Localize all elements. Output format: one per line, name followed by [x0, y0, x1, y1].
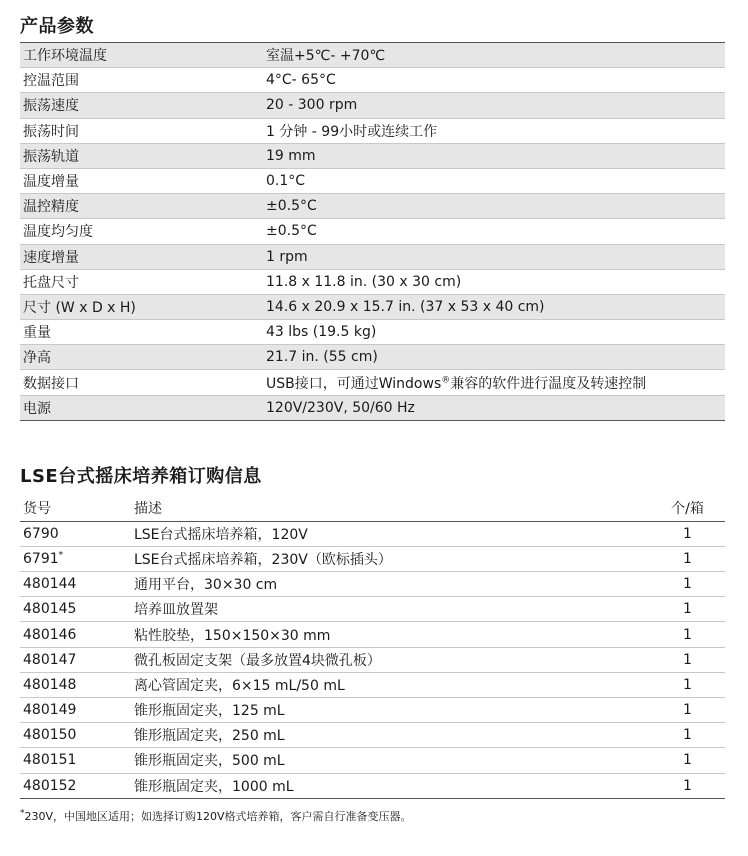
item-qty: 1 [647, 572, 725, 597]
item-no: 480149 [20, 698, 131, 723]
item-description: 通用平台，30×30 cm [131, 572, 647, 597]
spec-label: 振荡速度 [20, 93, 263, 118]
spec-row [20, 395, 725, 420]
spec-label: 数据接口 [20, 370, 263, 395]
spec-label: 重量 [20, 320, 263, 345]
spec-row [20, 320, 725, 345]
spec-value: 1 rpm [263, 244, 725, 269]
spec-label: 振荡轨道 [20, 143, 263, 168]
order-row [20, 698, 725, 723]
item-qty: 1 [647, 698, 725, 723]
spec-value: 21.7 in. (55 cm) [263, 345, 725, 370]
item-no: 480146 [20, 622, 131, 647]
footnote-text: 230V，中国地区适用；如选择订购120V格式培养箱，客户需自行准备变压器。 [24, 810, 412, 823]
item-no: 6790 [20, 521, 131, 546]
spec-value [263, 370, 725, 395]
item-description: LSE台式摇床培养箱，120V [131, 521, 647, 546]
spec-value: 4°C- 65°C [263, 68, 725, 93]
spec-value: 0.1°C [263, 168, 725, 193]
order-title: LSE台式摇床培养箱订购信息 [20, 466, 262, 487]
registered-mark: ® [441, 374, 451, 385]
item-description: 锥形瓶固定夹，1000 mL [131, 773, 647, 798]
item-description: 培养皿放置架 [131, 597, 647, 622]
item-qty: 1 [647, 521, 725, 546]
item-qty: 1 [647, 622, 725, 647]
item-no [20, 546, 131, 571]
spec-value: ±0.5°C [263, 219, 725, 244]
order-table [20, 496, 725, 799]
spec-row [20, 269, 725, 294]
spec-value: 120V/230V, 50/60 Hz [263, 395, 725, 420]
spec-value: 室温+5℃- +70℃ [263, 43, 725, 68]
spec-row [20, 43, 725, 68]
spec-row [20, 143, 725, 168]
spec-row [20, 370, 725, 395]
spec-label: 工作环境温度 [20, 43, 263, 68]
specs-title: 产品参数 [20, 16, 94, 37]
spec-label: 振荡时间 [20, 118, 263, 143]
spec-value-text: 兼容的软件进行温度及转速控制 [450, 375, 647, 392]
item-qty: 1 [647, 647, 725, 672]
spec-value: 11.8 x 11.8 in. (30 x 30 cm) [263, 269, 725, 294]
spec-row [20, 93, 725, 118]
item-no: 480151 [20, 748, 131, 773]
item-description: 粘性胶垫，150×150×30 mm [131, 622, 647, 647]
specs-table [20, 42, 725, 421]
item-no: 480144 [20, 572, 131, 597]
order-row [20, 622, 725, 647]
header-description: 描述 [131, 496, 647, 521]
spec-value: ±0.5°C [263, 194, 725, 219]
spec-label: 温度增量 [20, 168, 263, 193]
spec-label: 净高 [20, 345, 263, 370]
header-qty: 个/箱 [647, 496, 725, 521]
item-qty: 1 [647, 773, 725, 798]
spec-row [20, 168, 725, 193]
spec-row [20, 68, 725, 93]
spec-row [20, 294, 725, 319]
spec-value: 20 - 300 rpm [263, 93, 725, 118]
spec-label: 电源 [20, 395, 263, 420]
item-description: 锥形瓶固定夹，500 mL [131, 748, 647, 773]
item-qty: 1 [647, 546, 725, 571]
spec-label: 温度均匀度 [20, 219, 263, 244]
order-row [20, 521, 725, 546]
item-description: 离心管固定夹，6×15 mL/50 mL [131, 672, 647, 697]
spec-value-text: USB接口，可通过Windows [266, 375, 442, 392]
item-no: 480152 [20, 773, 131, 798]
item-no-text: 6791 [23, 550, 59, 567]
item-description: 锥形瓶固定夹，250 mL [131, 723, 647, 748]
item-description: LSE台式摇床培养箱，230V（欧标插头） [131, 546, 647, 571]
spec-label: 托盘尺寸 [20, 269, 263, 294]
item-description: 锥形瓶固定夹，125 mL [131, 698, 647, 723]
spec-value: 43 lbs (19.5 kg) [263, 320, 725, 345]
order-row [20, 597, 725, 622]
order-header-row [20, 496, 725, 521]
spec-value: 19 mm [263, 143, 725, 168]
order-row [20, 546, 725, 571]
item-qty: 1 [647, 597, 725, 622]
header-item-no: 货号 [20, 496, 131, 521]
order-row [20, 647, 725, 672]
spec-row [20, 345, 725, 370]
spec-label: 控温范围 [20, 68, 263, 93]
order-row [20, 672, 725, 697]
footnote [20, 808, 412, 824]
order-row [20, 748, 725, 773]
item-no: 480148 [20, 672, 131, 697]
footnote-mark: * [20, 808, 25, 819]
spec-row [20, 194, 725, 219]
footnote-mark: * [58, 550, 64, 561]
item-no: 480150 [20, 723, 131, 748]
item-qty: 1 [647, 748, 725, 773]
spec-label: 温控精度 [20, 194, 263, 219]
item-no: 480145 [20, 597, 131, 622]
item-description: 微孔板固定支架（最多放置4块微孔板） [131, 647, 647, 672]
order-row [20, 723, 725, 748]
item-qty: 1 [647, 672, 725, 697]
order-row [20, 572, 725, 597]
spec-value: 1 分钟 - 99小时或连续工作 [263, 118, 725, 143]
item-qty: 1 [647, 723, 725, 748]
spec-label: 尺寸 (W x D x H) [20, 294, 263, 319]
spec-row [20, 244, 725, 269]
item-no: 480147 [20, 647, 131, 672]
spec-row [20, 219, 725, 244]
spec-label: 速度增量 [20, 244, 263, 269]
spec-value: 14.6 x 20.9 x 15.7 in. (37 x 53 x 40 cm) [263, 294, 725, 319]
spec-row [20, 118, 725, 143]
order-row [20, 773, 725, 798]
